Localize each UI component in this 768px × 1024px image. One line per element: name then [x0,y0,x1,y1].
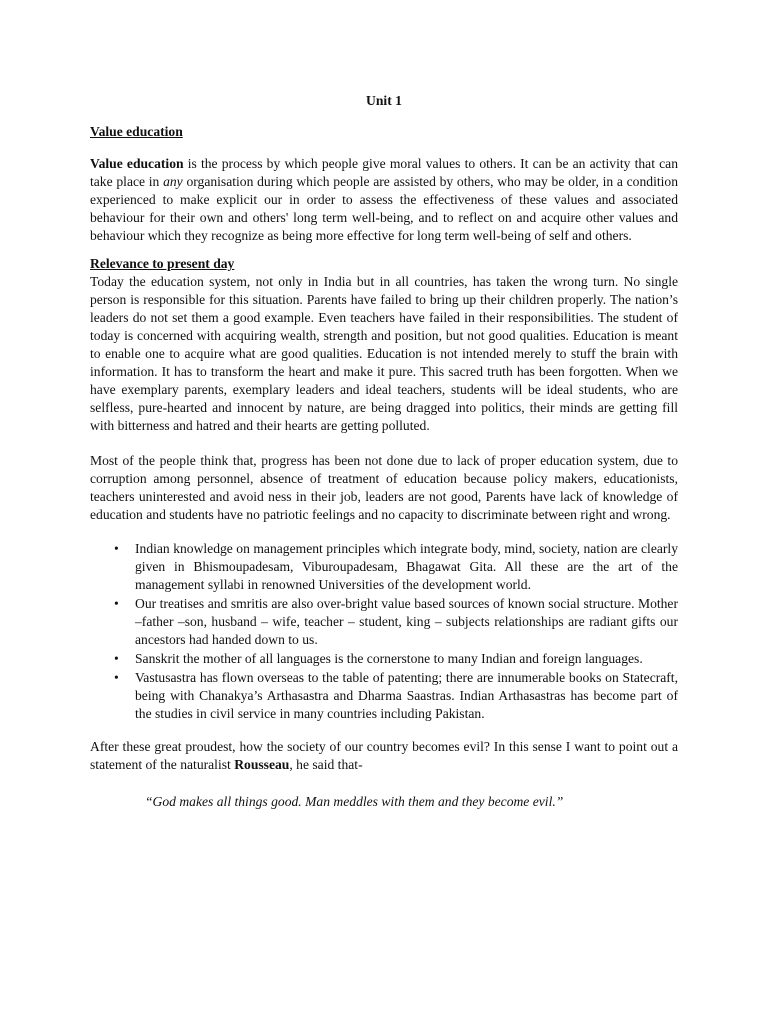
heading-relevance: Relevance to present day [90,256,235,271]
list-item-text: Indian knowledge on management principles which integrate body, mind, society, nation are clearly given in Bhismoupadesam, Viburoupadesam, Bhagawat Gita. All these are the art of the management syllabi in renowned Universities of the development world. [135,541,678,592]
rousseau-quote: “God makes all things good. Man meddles with them and they become evil.” [145,794,564,809]
bullet-list [90,540,678,723]
value-education-text-1: is the process by which people give moral values to others. It can be an activity that can take place in [90,156,679,189]
list-item [114,540,678,594]
bullet-icon: • [114,596,119,611]
list-item-text: Vastusastra has flown overseas to the table of patenting; there are innumerable books on Statecraft, being with Chanakya’s Arthasastra and Dharma Saastras. Indian Arthasastras has become part of the studies in civil service in many countries including Pakistan. [135,670,678,721]
unit-title: Unit 1 [366,93,402,108]
after-paragraph [90,738,678,774]
bullet-icon: • [114,670,119,685]
value-education-bold-lead: Value education [90,156,184,171]
list-item [114,650,678,668]
value-education-italic-word: any [163,174,183,189]
rousseau-name: Rousseau [234,757,290,772]
list-item [114,595,678,649]
after-text-1: After these great proudest, how the society of our country becomes evil? In this sense I want to point out a statement of the naturalist [90,739,678,772]
bullet-icon: • [114,651,119,666]
document-page [90,92,678,811]
most-people-paragraph: Most of the people think that, progress has been not done due to lack of proper education system, due to corruption among personnel, absence of treatment of education because policy makers, educationists, teachers uninterested and avoid ness in their job, leaders are not good, Parents have lack of knowledge of education and students have no patriotic feelings and no capacity to discriminate between right and wrong. [90,453,678,522]
relevance-paragraph: Today the education system, not only in India but in all countries, has taken the wrong turn. No single person is responsible for this situation. Parents have failed to bring up their children properly. The nation’s leaders do not set them a good example. Even teachers have failed in their responsibilities. The student of today is concerned with acquiring wealth, strength and position, but not good qualities. Education is meant to enable one to acquire what are good qualities. Education is not intended merely to stuff the brain with information. It has to transform the heart and make it pure. This sacred truth has been forgotten. When we have exemplary parents, exemplary leaders and ideal teachers, students will be ideal students, who are selfless, pure-hearted and innocent by nature, are being dragged into politics, their minds are getting fill with bitterness and hatred and their hearts are getting polluted. [90,274,678,433]
list-item-text: Our treatises and smritis are also over-bright value based sources of known social structure. Mother –father –son, husband – wife, teacher – student, king – subjects relationships are radiant gifts our ancestors had handed down to us. [135,596,678,647]
heading-value-education: Value education [90,124,183,139]
bullet-icon: • [114,541,119,556]
after-text-2: , he said that- [289,757,363,772]
value-education-text-2: organisation during which people are assisted by others, who may be older, in a condition experienced to make explicit our in order to assess the effectiveness of these values and associated behaviour for their own and others' long term well-being, and to reflect on and acquire other values and behaviour which they recognize as being more effective for long term well-being of self and others. [90,174,678,243]
list-item-text: Sanskrit the mother of all languages is the cornerstone to many Indian and foreign languages. [135,651,643,666]
value-education-paragraph [90,155,678,245]
list-item [114,669,678,723]
